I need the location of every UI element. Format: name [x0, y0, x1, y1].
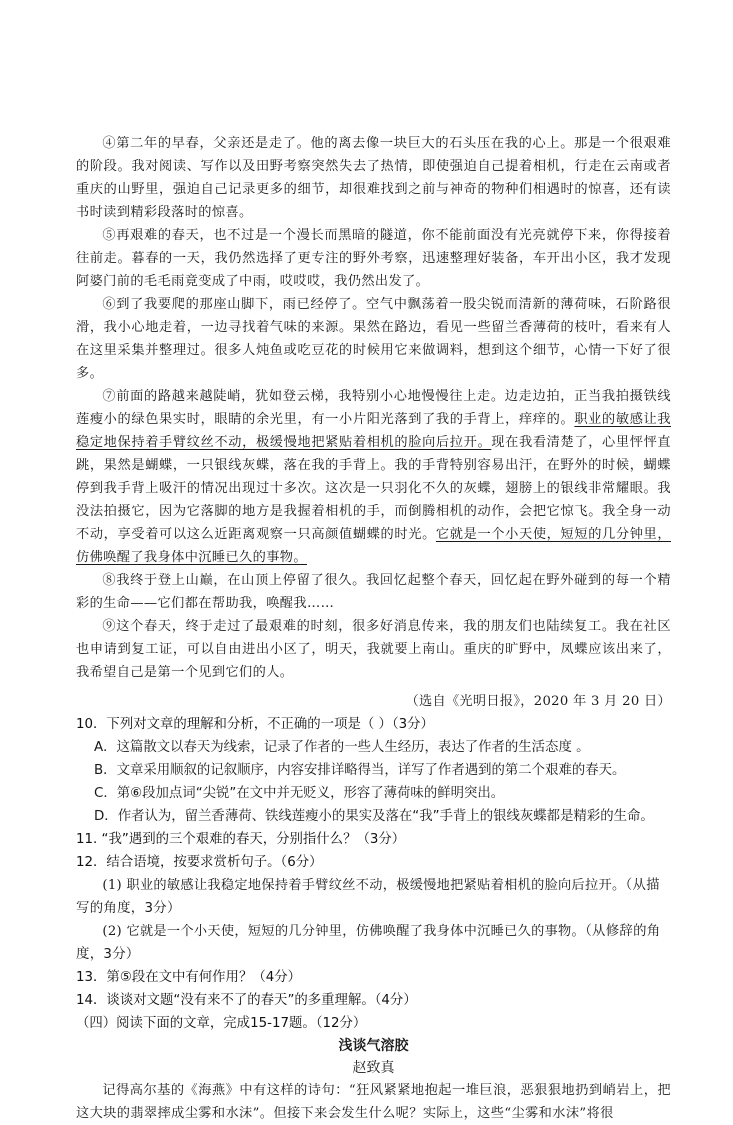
q12-1-hint: （从描写的角度，3分） [76, 878, 660, 916]
passage-paragraph-7 [76, 385, 671, 569]
p7-underlined-sentence-1: 职业的敏感让我稳定地保持着手臂纹丝不动，极缓慢地把紧贴着相机的脸向后拉开。 [76, 412, 671, 450]
passage-paragraph-9: ⑨这个春天，终于走过了最艰难的时刻，很多好消息传来，我的朋友们也陆续复工。我在社区也申请到复工证，可以自由进出小区了，明天，我就要上南山。重庆的旷野中，凤蝶应该出来了，我希望自己是第一个见到它们的人。 [76, 619, 671, 680]
article-author: 赵致真 [352, 1060, 395, 1076]
question-10-option-a: A．这篇散文以春天为线索，记录了作者的一些人生经历，表达了作者的生活态度 。 [94, 740, 590, 755]
passage-paragraph-6: ⑥到了我要爬的那座山脚下，雨已经停了。空气中飘荡着一股尖锐而清新的薄荷味，石阶路很滑，我小心地走着，一边寻找着气味的来源。果然在路边，看见一些留兰香薄荷的枝叶，看来有人在这里采集并整理过。很多人炖鱼或吃豆花的时候用它来做调料，想到这个细节，心情一下好了很多。 [76, 297, 671, 381]
question-11: 11. “我”遇到的三个艰难的春天，分别指什么？（3分） [76, 832, 406, 847]
question-13: 13．第⑤段在文中有何作用？（4分） [76, 970, 302, 985]
question-12-part-1 [76, 874, 671, 920]
question-12: 12．结合语境，按要求赏析句子。（6分） [76, 855, 323, 870]
section-4-heading: （四）阅读下面的文章，完成15-17题。（12分） [76, 1016, 367, 1031]
question-12-part-2 [76, 920, 671, 966]
question-14: 14．谈谈对文题“没有来不了的春天”的多重理解。（4分） [76, 993, 417, 1008]
q12-2-hint: （从修辞的角度，3分） [76, 924, 661, 962]
question-10-option-b: B．文章采用顺叙的记叙顺序，内容安排详略得当，详写了作者遇到的第二个艰难的春天。 [94, 763, 626, 778]
passage-source: （选自《光明日报》，2020 年 3 月 20 日） [405, 694, 671, 709]
q12-2-quote: (2) 它就是一个小天使，短短的几分钟里，仿佛唤醒了我身体中沉睡已久的事物。 [102, 924, 586, 939]
article-paragraph-1: 记得高尔基的《海燕》中有这样的诗句：“狂风紧紧地抱起一堆巨浪，恶狠狠地扔到峭岩上，把这大块的翡翠摔成尘雾和水沫”。但接下来会发生什么呢？实际上，这些“尘雾和水沫”将很 [76, 1083, 671, 1121]
p7-text-a: ⑦前面的路越来越陡峭，犹如登云梯，我特别小心地慢慢往上走。边走边拍，正当我拍摄铁线莲瘦小的绿色果实时，眼睛的余光里，有一小片阳光落到了我的手背上，痒痒的。 [76, 389, 671, 427]
passage-paragraph-4: ④第二年的早春，父亲还是走了。他的离去像一块巨大的石头压在我的心上。那是一个很艰难的阶段。我对阅读、写作以及田野考察突然失去了热情，即使强迫自己提着相机，行走在云南或者重庆的山野里，强迫自己记录更多的细节，却很难找到之前与神奇的物种们相遇时的惊喜，还有读书时读到精彩段落时的惊喜。 [76, 136, 671, 220]
question-10: 10．下列对文章的理解和分析，不正确的一项是（ ）（3分） [76, 717, 434, 732]
question-10-option-c: C．第⑥段加点词“尖锐”在文中并无贬义，形容了薄荷味的鲜明突出。 [94, 786, 505, 801]
article-title: 浅谈气溶胶 [338, 1038, 409, 1054]
p7-text-c: 现在我看清楚了，心里怦怦直跳，果然是蝴蝶，一只银线灰蝶，落在我的手背上。我的手背特别容易出汗，在野外的时候，蝴蝶停到我手背上吸汗的情况出现过十多次。这次是一只羽化不久的灰蝶，翅膀上的银线非常耀眼。我没法拍摄它，因为它落脚的地方是我握着相机的手，而倒腾相机的动作，会把它惊飞。我全身一动不动，享受着可以这么近距离观察一只高颜值蝴蝶的时光。 [76, 435, 672, 542]
question-10-option-d: D．作者认为，留兰香薄荷、铁线莲瘦小的果实及落在“我”手背上的银线灰蝶都是精彩的生命。 [94, 809, 654, 824]
q12-1-quote: (1) 职业的敏感让我稳定地保持着手臂纹丝不动，极缓慢地把紧贴着相机的脸向后拉开。 [102, 878, 626, 893]
passage-paragraph-5: ⑤再艰难的春天，也不过是一个漫长而黑暗的隧道，你不能前面没有光亮就停下来，你得接着往前走。暮春的一天，我仍然选择了更专注的野外考察，迅速整理好装备，车开出小区，我才发现阿婆门前的毛毛雨竟变成了中雨，哎哎哎，我仍然出发了。 [76, 228, 671, 289]
p7-underlined-sentence-2: 它就是一个小天使，短短的几分钟里，仿佛唤醒了我身体中沉睡已久的事物。 [76, 527, 671, 565]
passage-paragraph-8: ⑧我终于登上山巅，在山顶上停留了很久。我回忆起整个春天，回忆起在野外碰到的每一个精彩的生命——它们都在帮助我，唤醒我…… [76, 573, 671, 611]
